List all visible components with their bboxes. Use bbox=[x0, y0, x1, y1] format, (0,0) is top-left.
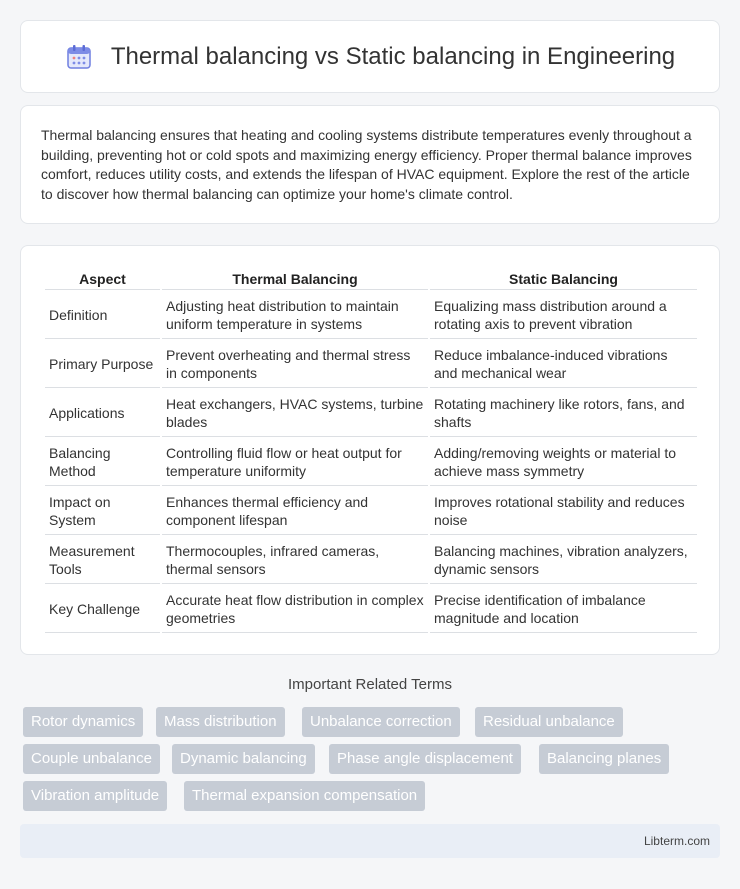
tag-rotor-dynamics[interactable]: Rotor dynamics bbox=[23, 707, 143, 737]
column-header-thermal: Thermal Balancing bbox=[162, 268, 428, 290]
tag-mass-distribution[interactable]: Mass distribution bbox=[156, 707, 285, 737]
table-row bbox=[45, 292, 697, 339]
static-cell: Improves rotational stability and reduces noise bbox=[430, 488, 697, 535]
calendar-icon bbox=[65, 43, 93, 71]
table-header-row bbox=[45, 268, 697, 290]
column-header-static: Static Balancing bbox=[430, 268, 697, 290]
aspect-cell: Balancing Method bbox=[45, 439, 160, 486]
aspect-cell: Primary Purpose bbox=[45, 341, 160, 388]
aspect-cell: Definition bbox=[45, 292, 160, 339]
table-row bbox=[45, 488, 697, 535]
tag-residual-unbalance[interactable]: Residual unbalance bbox=[475, 707, 623, 737]
footer-site-link[interactable]: Libterm.com bbox=[643, 834, 710, 848]
tag-couple-unbalance[interactable]: Couple unbalance bbox=[23, 744, 160, 774]
static-cell: Balancing machines, vibration analyzers, dynamic sensors bbox=[430, 537, 697, 584]
table-row bbox=[45, 390, 697, 437]
static-cell: Rotating machinery like rotors, fans, and shafts bbox=[430, 390, 697, 437]
tag-thermal-expansion-compensation[interactable]: Thermal expansion compensation bbox=[184, 781, 425, 811]
tag-phase-angle-displacement[interactable]: Phase angle displacement bbox=[329, 744, 521, 774]
thermal-cell: Heat exchangers, HVAC systems, turbine blades bbox=[162, 390, 428, 437]
thermal-cell: Controlling fluid flow or heat output for temperature uniformity bbox=[162, 439, 428, 486]
table-row bbox=[45, 586, 697, 633]
tag-balancing-planes[interactable]: Balancing planes bbox=[539, 744, 669, 774]
column-header-aspect: Aspect bbox=[45, 268, 160, 290]
thermal-cell: Accurate heat flow distribution in complex geometries bbox=[162, 586, 428, 633]
aspect-cell: Key Challenge bbox=[45, 586, 160, 633]
aspect-cell: Applications bbox=[45, 390, 160, 437]
comparison-table-card bbox=[20, 245, 720, 655]
table-row bbox=[45, 341, 697, 388]
aspect-cell: Impact on System bbox=[45, 488, 160, 535]
static-cell: Adding/removing weights or material to achieve mass symmetry bbox=[430, 439, 697, 486]
thermal-cell: Adjusting heat distribution to maintain uniform temperature in systems bbox=[162, 292, 428, 339]
tag-dynamic-balancing[interactable]: Dynamic balancing bbox=[172, 744, 315, 774]
static-cell: Precise identification of imbalance magnitude and location bbox=[430, 586, 697, 633]
table-row bbox=[45, 439, 697, 486]
tag-unbalance-correction[interactable]: Unbalance correction bbox=[302, 707, 460, 737]
table-row bbox=[45, 537, 697, 584]
thermal-cell: Enhances thermal efficiency and component lifespan bbox=[162, 488, 428, 535]
related-terms-title: Important Related Terms bbox=[288, 676, 452, 693]
thermal-cell: Prevent overheating and thermal stress in components bbox=[162, 341, 428, 388]
aspect-cell: Measurement Tools bbox=[45, 537, 160, 584]
intro-card bbox=[20, 105, 720, 224]
page-title: Thermal balancing vs Static balancing in Engineering bbox=[110, 42, 676, 70]
intro-text: Thermal balancing ensures that heating and cooling systems distribute temperatures evenly throughout a building, preventing hot or cold spots and maximizing energy efficiency. Proper thermal balance improves comfort, reduces utility costs, and extends the lifespan of HVAC equipment. Explore the rest of the article to discover how thermal balancing can optimize your home's climate control. bbox=[41, 127, 692, 202]
comparison-table bbox=[43, 266, 699, 635]
header-card bbox=[20, 20, 720, 93]
static-cell: Equalizing mass distribution around a rotating axis to prevent vibration bbox=[430, 292, 697, 339]
static-cell: Reduce imbalance-induced vibrations and mechanical wear bbox=[430, 341, 697, 388]
footer bbox=[20, 824, 720, 858]
thermal-cell: Thermocouples, infrared cameras, thermal sensors bbox=[162, 537, 428, 584]
tag-vibration-amplitude[interactable]: Vibration amplitude bbox=[23, 781, 167, 811]
